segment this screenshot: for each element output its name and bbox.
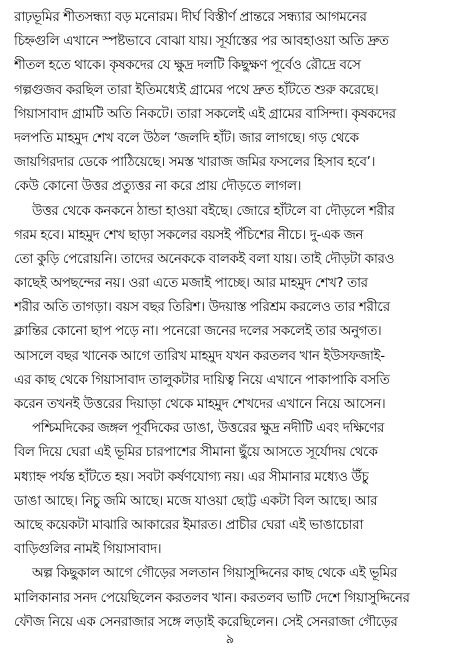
text-line: ফৌজ নিয়ে এক সেনরাজার সঙ্গে লড়াই করেছিলেন। সেই সেনরাজা গৌড়ের xyxy=(14,614,398,630)
text-line: রাঢ়ভূমির শীতসন্ধ্যা বড় মনোরম। দীর্ঘ বিস্তীর্ণ প্রান্তরে সন্ধ্যার আগমনের xyxy=(14,10,367,25)
text-line: ডাঙা আছে। নিচু জমি আছে। মজে যাওয়া ছোট্ট একটা বিল আছে। আর xyxy=(14,493,378,509)
text-line: বাড়িগুলির নামই গিয়াসাবাদ। xyxy=(14,542,162,558)
text-line: তো কুড়ি পেরোয়নি। তাদের অনেককে বালকই বলা যায়। তাই দৌড়টা কারও xyxy=(14,251,395,267)
text-line: করেন তখনই উত্তরের দিয়াড়া থেকে মাহমুদ শেখদের এখানে নিয়ে আসেন। xyxy=(14,397,386,412)
text-line: আসলে বছর খানেক আগে তারিখ মাহমুদ যখন করতলব খান ইউসফজাই- xyxy=(14,348,385,364)
text-line: কেউ কোনো উত্তর প্রত্যুত্তর না করে প্রায় দৌড়তে লাগল। xyxy=(14,179,302,195)
text-line: অল্প কিছুকাল আগে গৌড়ের সলতান গিয়াসুদ্দিনের কাছ থেকে এই ভূমির xyxy=(32,566,397,582)
document-page xyxy=(14,6,448,630)
text-line: পশ্চিমদিকের জঙ্গল পূর্বদিকের ডাঙা, উত্তরের ক্ষুদ্র নদীটি এবং দক্ষিণের xyxy=(32,421,384,437)
paragraph-4 xyxy=(14,562,448,635)
text-line: এর কাছ থেকে গিয়াসাবাদ তালুকটার দায়িত্ব নিয়ে এখানে পাকাপাকি বসতি xyxy=(14,372,390,388)
text-line: দলপতি মাহমুদ শেখ বলে উঠল ‘জলদি হাঁট। জার লাগছে। গড় থেকে xyxy=(14,130,359,146)
text-line: মালিকানার সনদ পেয়েছিলেন করতলব খান। করতলব ভাটি দেশে গিয়াসুদ্দিনের xyxy=(14,590,410,606)
text-line: মধ্যাহ্ন পর্যন্ত হাঁটতে হয়। সবটা কর্ষণযোগ্য নয়। এর সীমানার মধ্যেও উঁচু xyxy=(14,469,369,485)
text-line: উত্তর থেকে কনকনে ঠান্ডা হাওয়া বইছে। জোরে হাঁটলে বা দৌড়লে শরীর xyxy=(32,203,395,219)
text-line: শীতল হতে থাকে। কৃষকদের যে ক্ষুদ্র দলটি কিছুক্ষণ পূর্বেও রৌদ্রে বসে xyxy=(14,58,361,74)
text-line: বিল দিয়ে ঘেরা এই ভূমির চারপাশের সীমানা ছুঁয়ে আসতে সূর্যোদয় থেকে xyxy=(14,445,378,461)
paragraph-1 xyxy=(14,6,448,200)
text-line: গরম হবে। মাহমুদ শেখ ছাড়া সকলের বয়সই পঁচিশের নীচে। দু-এক জন xyxy=(14,227,363,243)
text-line: আছে কয়েকটা মাঝারি আকারের ইমারত। প্রাচীর ঘেরা এই ভাঙাচোরা xyxy=(14,517,364,533)
text-line: শরীর অতি তাগড়া। বয়স বছর তিরিশ। উদয়াস্ত পরিশ্রম করলেও তার শরীরে xyxy=(14,300,390,316)
text-line: জায়গিরদার ডেকে পাঠিয়েছে। সমস্ত খারাজ জমির ফসলের হিসাব হবে’। xyxy=(14,155,376,171)
page-number: ৯ xyxy=(225,632,235,647)
text-line: ক্লান্তির কোনো ছাপ পড়ে না। পনেরো জনের দলের সকলেই তার অনুগত। xyxy=(14,324,382,340)
text-line: গিয়াসাবাদ গ্রামটি অতি নিকটে। তারা সকলেই এই গ্রামের বাসিন্দা। কৃষকদের xyxy=(14,106,396,122)
text-line: গল্পগুজব করছিল তারা ইতিমধ্যেই গ্রামের পথে দ্রুত হাঁটতে শুরু করেছে। xyxy=(14,82,379,98)
paragraph-3 xyxy=(14,417,448,562)
text-line: চিহ্নগুলি এখানে স্পষ্টভাবে বোঝা যায়। সূর্যাস্তের পর আবহাওয়া অতি দ্রুত xyxy=(14,34,389,50)
text-line: কাছেই অপছন্দের নয়। ওরা এতে মজাই পাচ্ছে। আর মাহমুদ শেখ? তার xyxy=(14,276,368,292)
paragraph-2 xyxy=(14,200,448,418)
